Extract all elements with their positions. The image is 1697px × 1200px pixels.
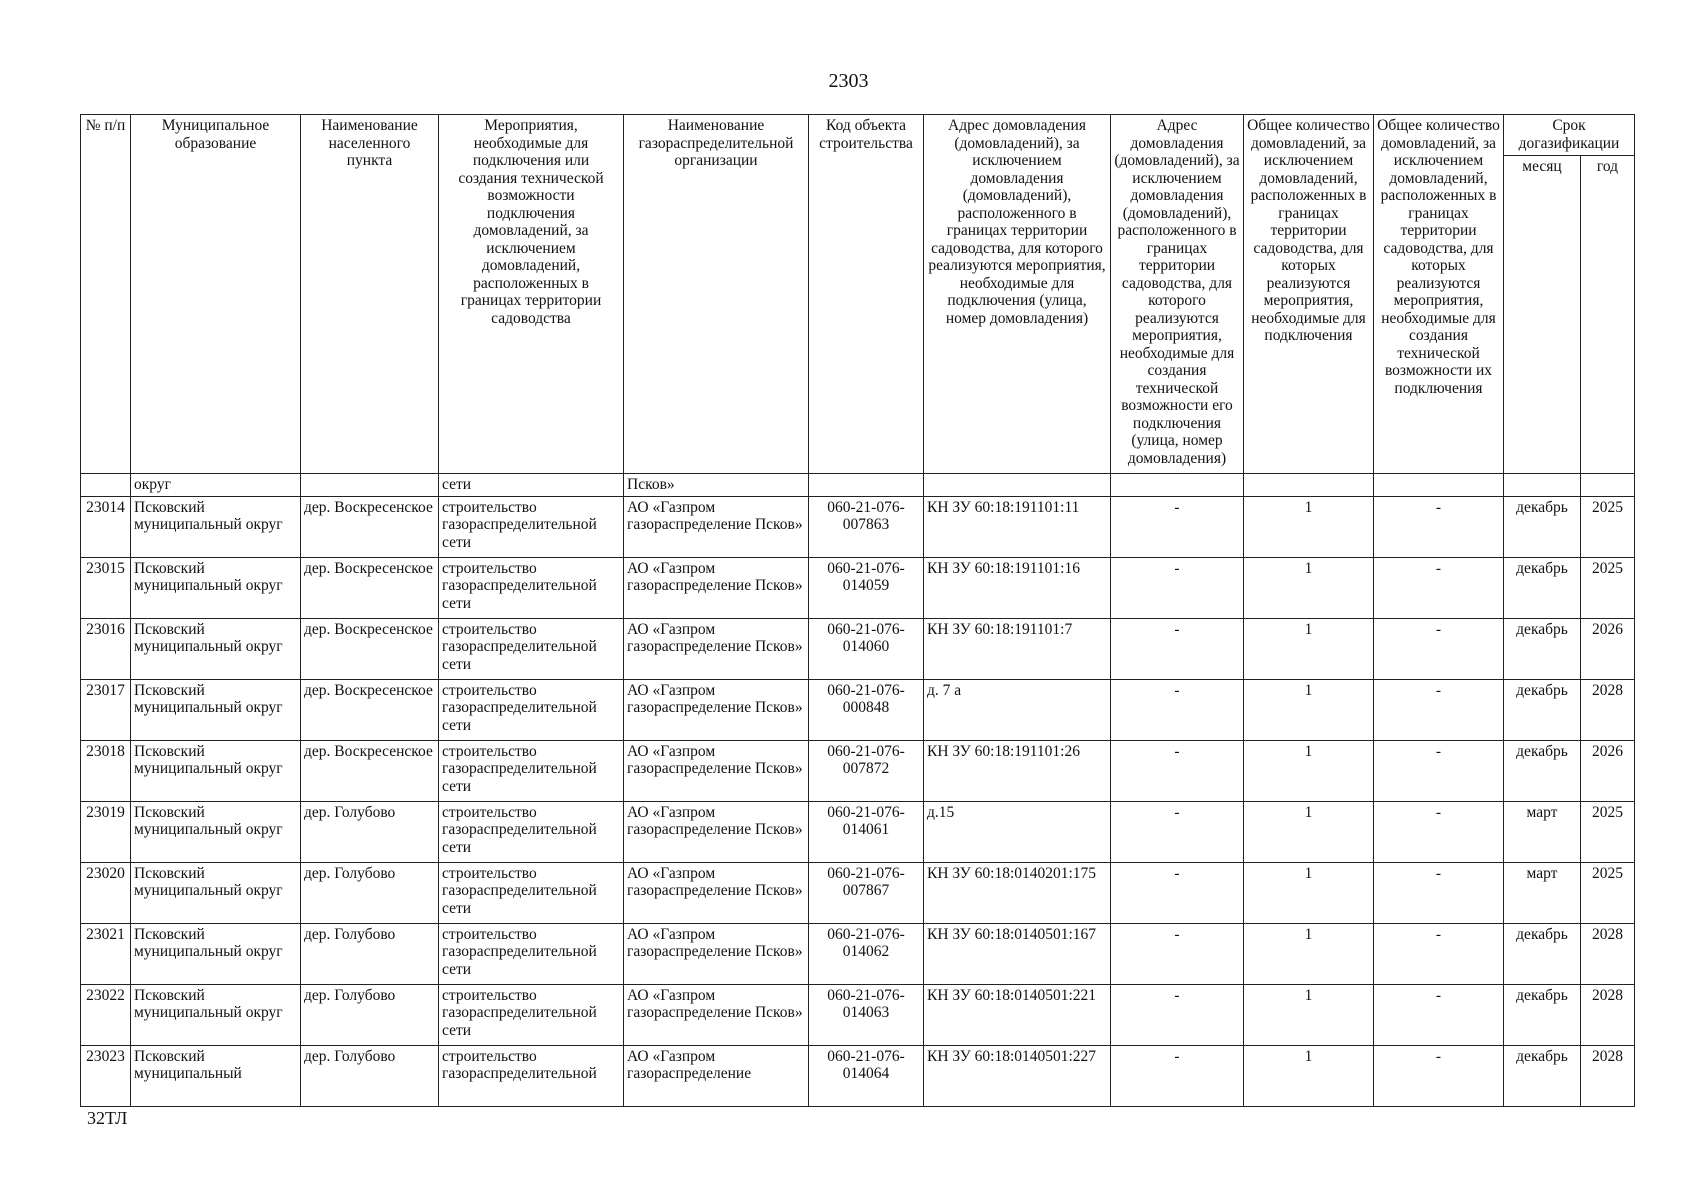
table-cell: КН ЗУ 60:18:0140201:175 xyxy=(924,862,1111,923)
table-cell: декабрь xyxy=(1504,923,1581,984)
table-cell: АО «Газпром газораспределение Псков» xyxy=(624,496,809,557)
table-cell: дер. Воскресенское xyxy=(301,679,439,740)
table-cell: АО «Газпром газораспределение Псков» xyxy=(624,923,809,984)
table-cell: декабрь xyxy=(1504,984,1581,1045)
table-cell: Псковский муниципальный округ xyxy=(131,496,301,557)
table-row xyxy=(81,496,1635,557)
table-cell: 060-21-076-014062 xyxy=(809,923,924,984)
table-cell: 1 xyxy=(1244,496,1374,557)
table-cell: - xyxy=(1111,740,1244,801)
table-cell: - xyxy=(1111,496,1244,557)
table-cell: 2028 xyxy=(1581,984,1635,1045)
table-cell: - xyxy=(1111,984,1244,1045)
table-cell: Псковский муниципальный округ xyxy=(131,557,301,618)
table-cell: 2028 xyxy=(1581,923,1635,984)
table-cell: 23015 xyxy=(81,557,131,618)
table-cell: 23018 xyxy=(81,740,131,801)
table-cell: АО «Газпром газораспределение Псков» xyxy=(624,740,809,801)
table-cell: декабрь xyxy=(1504,679,1581,740)
table-cell: 1 xyxy=(1244,1045,1374,1106)
header-cell: Общее количество домовладений, за исключением домовладений, расположенных в границах территории садоводства, для которых реализуются мероприятия, необходимые для создания технической возможности их подключения xyxy=(1374,115,1504,474)
table-cell: 060-21-076-000848 xyxy=(809,679,924,740)
table-cell: АО «Газпром газораспределение xyxy=(624,1045,809,1106)
table-cell: КН ЗУ 60:18:0140501:227 xyxy=(924,1045,1111,1106)
table-cell xyxy=(1504,474,1581,497)
table-cell: 060-21-076-014059 xyxy=(809,557,924,618)
table-cell: дер. Голубово xyxy=(301,801,439,862)
table-cell: 23016 xyxy=(81,618,131,679)
table-cell: - xyxy=(1374,496,1504,557)
table-cell: КН ЗУ 60:18:191101:11 xyxy=(924,496,1111,557)
table-row xyxy=(81,740,1635,801)
table-row xyxy=(81,862,1635,923)
table-cell xyxy=(81,474,131,497)
table-cell: Псковский муниципальный округ xyxy=(131,801,301,862)
table-cell: АО «Газпром газораспределение Псков» xyxy=(624,618,809,679)
table-cell: март xyxy=(1504,862,1581,923)
table-cell: - xyxy=(1374,1045,1504,1106)
table-cell: строительство газораспределительной сети xyxy=(439,618,624,679)
table-row xyxy=(81,801,1635,862)
table-cell: строительство газораспределительной сети xyxy=(439,801,624,862)
table-cell: Псковский муниципальный округ xyxy=(131,618,301,679)
table-cell: Псковский муниципальный округ xyxy=(131,740,301,801)
table-cell: 1 xyxy=(1244,984,1374,1045)
table-cell xyxy=(1111,474,1244,497)
table-cell: строительство газораспределительной сети xyxy=(439,862,624,923)
table-cell: декабрь xyxy=(1504,740,1581,801)
header-cell: год xyxy=(1581,156,1635,474)
table-cell: - xyxy=(1111,923,1244,984)
table-cell: 060-21-076-014061 xyxy=(809,801,924,862)
table-cell: 1 xyxy=(1244,618,1374,679)
table-cell: - xyxy=(1111,679,1244,740)
table-cell: 23022 xyxy=(81,984,131,1045)
table-cell: Псковский муниципальный округ xyxy=(131,679,301,740)
table-cell: строительство газораспределительной сети xyxy=(439,679,624,740)
table-cell: КН ЗУ 60:18:191101:16 xyxy=(924,557,1111,618)
table-cell xyxy=(1581,474,1635,497)
table-cell: строительство газораспределительной сети xyxy=(439,740,624,801)
table-cell: 1 xyxy=(1244,801,1374,862)
table-cell xyxy=(809,474,924,497)
table-cell: строительство газораспределительной сети xyxy=(439,984,624,1045)
table-cell xyxy=(1244,474,1374,497)
table-cell: 060-21-076-014060 xyxy=(809,618,924,679)
table-cell: АО «Газпром газораспределение Псков» xyxy=(624,679,809,740)
table-cell: 23021 xyxy=(81,923,131,984)
table-cell xyxy=(1374,474,1504,497)
table-cell: декабрь xyxy=(1504,496,1581,557)
header-cell: месяц xyxy=(1504,156,1581,474)
table-cell: АО «Газпром газораспределение Псков» xyxy=(624,984,809,1045)
table-cell: 2025 xyxy=(1581,801,1635,862)
table-cell: - xyxy=(1111,1045,1244,1106)
table-cell: - xyxy=(1111,557,1244,618)
table-cell: 2025 xyxy=(1581,862,1635,923)
table-cell: строительство газораспределительной xyxy=(439,1045,624,1106)
table-cell: - xyxy=(1374,557,1504,618)
table-cell: АО «Газпром газораспределение Псков» xyxy=(624,862,809,923)
table-row xyxy=(81,474,1635,497)
table-cell: - xyxy=(1111,801,1244,862)
table-cell: 060-21-076-007863 xyxy=(809,496,924,557)
table-cell: - xyxy=(1374,923,1504,984)
table-cell: - xyxy=(1374,679,1504,740)
table-cell: 23014 xyxy=(81,496,131,557)
table-cell: 2026 xyxy=(1581,618,1635,679)
table-row xyxy=(81,1045,1635,1106)
table-cell: - xyxy=(1111,862,1244,923)
table-row xyxy=(81,557,1635,618)
header-cell: Наименование газораспределительной организации xyxy=(624,115,809,474)
table-cell: 23017 xyxy=(81,679,131,740)
table-cell: КН ЗУ 60:18:0140501:167 xyxy=(924,923,1111,984)
table-cell: 23023 xyxy=(81,1045,131,1106)
table-cell: - xyxy=(1374,618,1504,679)
page-number: 2303 xyxy=(828,70,869,92)
table-cell: - xyxy=(1374,740,1504,801)
gasification-table xyxy=(80,114,1635,1107)
table-cell: 060-21-076-014064 xyxy=(809,1045,924,1106)
table-cell: 1 xyxy=(1244,740,1374,801)
table-cell: 1 xyxy=(1244,862,1374,923)
table-cell xyxy=(301,474,439,497)
header-cell: Адрес домовладения (домовладений), за исключением домовладения (домовладений), расположенного в границах территории садоводства, для которого реализуются мероприятия, необходимые для создания технической возможности его подключения (улица, номер домовладения) xyxy=(1111,115,1244,474)
table-cell: д. 7 а xyxy=(924,679,1111,740)
table-cell: - xyxy=(1111,618,1244,679)
table-cell: дер. Воскресенское xyxy=(301,740,439,801)
footer-code: 32ТЛ xyxy=(87,1108,128,1128)
table-cell: дер. Воскресенское xyxy=(301,557,439,618)
table-cell: КН ЗУ 60:18:0140501:221 xyxy=(924,984,1111,1045)
table-cell: д.15 xyxy=(924,801,1111,862)
table-cell xyxy=(924,474,1111,497)
table-cell: - xyxy=(1374,984,1504,1045)
table-cell: КН ЗУ 60:18:191101:26 xyxy=(924,740,1111,801)
table-cell: дер. Голубово xyxy=(301,984,439,1045)
header-cell: Код объекта строительства xyxy=(809,115,924,474)
table-row xyxy=(81,923,1635,984)
table-cell: строительство газораспределительной сети xyxy=(439,496,624,557)
table-cell: КН ЗУ 60:18:191101:7 xyxy=(924,618,1111,679)
header-cell: Общее количество домовладений, за исключением домовладений, расположенных в границах территории садоводства, для которых реализуются мероприятия, необходимые для подключения xyxy=(1244,115,1374,474)
table-cell: - xyxy=(1374,801,1504,862)
table-row xyxy=(81,679,1635,740)
table-cell: 2025 xyxy=(1581,496,1635,557)
header-cell: Муниципальное образование xyxy=(131,115,301,474)
table-cell: дер. Воскресенское xyxy=(301,496,439,557)
table-row xyxy=(81,984,1635,1045)
table-cell: дер. Голубово xyxy=(301,862,439,923)
table-cell: Псков» xyxy=(624,474,809,497)
table-cell: Псковский муниципальный округ xyxy=(131,984,301,1045)
table-cell: АО «Газпром газораспределение Псков» xyxy=(624,557,809,618)
table-cell: 1 xyxy=(1244,679,1374,740)
table-cell: Псковский муниципальный округ xyxy=(131,923,301,984)
header-cell: Наименование населенного пункта xyxy=(301,115,439,474)
table-cell: строительство газораспределительной сети xyxy=(439,923,624,984)
table-body xyxy=(81,474,1635,1107)
table-cell: дер. Голубово xyxy=(301,1045,439,1106)
table-cell: 23020 xyxy=(81,862,131,923)
table-cell: сети xyxy=(439,474,624,497)
table-cell: 1 xyxy=(1244,923,1374,984)
table-cell: декабрь xyxy=(1504,1045,1581,1106)
table-cell: - xyxy=(1374,862,1504,923)
table-cell: декабрь xyxy=(1504,557,1581,618)
table-cell: округ xyxy=(131,474,301,497)
table-cell: 2028 xyxy=(1581,679,1635,740)
header-cell: Мероприятия, необходимые для подключения или создания технической возможности подключения домовладений, за исключением домовладений, расположенных в границах территории садоводства xyxy=(439,115,624,474)
header-cell: Адрес домовладения (домовладений), за исключением домовладения (домовладений), расположенного в границах территории садоводства, для которого реализуются мероприятия, необходимые для подключения (улица, номер домовладения) xyxy=(924,115,1111,474)
table-cell: 2025 xyxy=(1581,557,1635,618)
table-cell: Псковский муниципальный xyxy=(131,1045,301,1106)
table-row xyxy=(81,618,1635,679)
table-cell: декабрь xyxy=(1504,618,1581,679)
table-cell: 23019 xyxy=(81,801,131,862)
table-cell: Псковский муниципальный округ xyxy=(131,862,301,923)
table-cell: март xyxy=(1504,801,1581,862)
table-cell: дер. Голубово xyxy=(301,923,439,984)
table-cell: АО «Газпром газораспределение Псков» xyxy=(624,801,809,862)
header-cell: Срок догазификации xyxy=(1504,115,1635,156)
table-cell: 060-21-076-007867 xyxy=(809,862,924,923)
table-cell: 2026 xyxy=(1581,740,1635,801)
table-cell: 2028 xyxy=(1581,1045,1635,1106)
table-cell: строительство газораспределительной сети xyxy=(439,557,624,618)
header-cell: № п/п xyxy=(81,115,131,474)
table-cell: дер. Воскресенское xyxy=(301,618,439,679)
table-cell: 060-21-076-007872 xyxy=(809,740,924,801)
table-cell: 1 xyxy=(1244,557,1374,618)
table-cell: 060-21-076-014063 xyxy=(809,984,924,1045)
